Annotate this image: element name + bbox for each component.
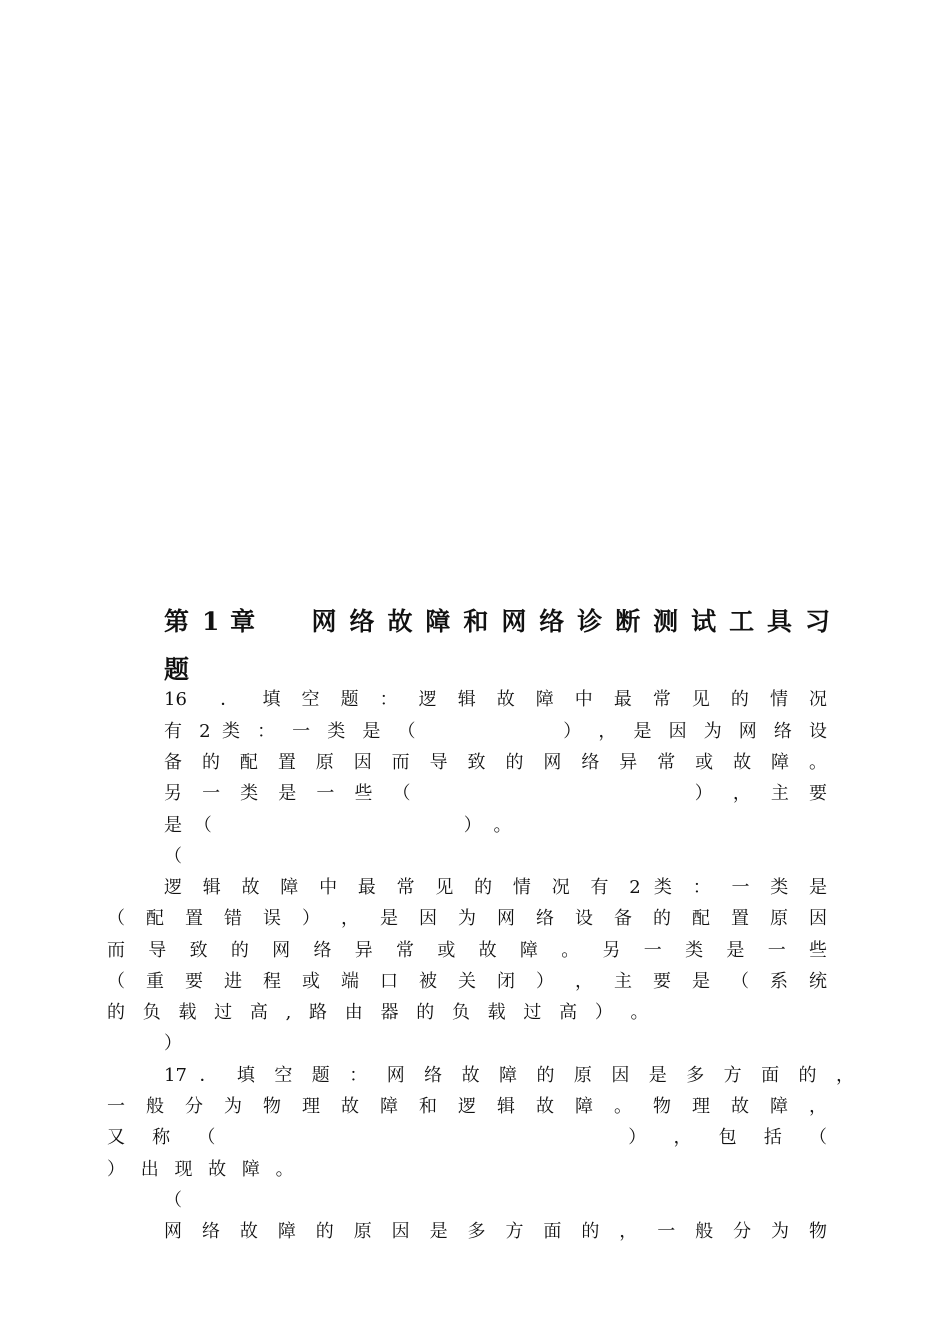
q17-line: 又 称 （ ） ， 包 括 （ (107, 1127, 827, 1148)
q17-answer-open: （ (164, 1190, 182, 1211)
q16-answer-line: （ 配 置 错 误 ） ， 是 因 为 网 络 设 备 的 配 置 原 因 (107, 908, 827, 929)
q16-line: 有 2 类 ： 一 类 是 （ ） ， 是 因 为 网 络 设 (164, 721, 827, 742)
q17-answer-line: 网 络 故 障 的 原 因 是 多 方 面 的 ， 一 般 分 为 物 (164, 1221, 827, 1242)
q16-answer-line: 而 导 致 的 网 络 异 常 或 故 障 。 另 一 类 是 一 些 (107, 940, 827, 961)
q16-line: 是 （ ） 。 (164, 815, 512, 836)
q17-line: ） 出 现 故 障 。 (107, 1159, 294, 1180)
q16-answer-line: 逻 辑 故 障 中 最 常 见 的 情 况 有 2 类 ： 一 类 是 (164, 877, 827, 898)
q16-answer-line: 的 负 载 过 高 , 路 由 器 的 负 载 过 高 ） 。 (107, 1002, 649, 1023)
q16-line: 备 的 配 置 原 因 而 导 致 的 网 络 异 常 或 故 障 。 (164, 752, 827, 773)
q16-answer-close: ） (164, 1033, 182, 1054)
q16-answer-open: （ (164, 846, 182, 867)
q16-answer-line: （ 重 要 进 程 或 端 口 被 关 闭 ） ， 主 要 是 （ 系 统 (107, 971, 827, 992)
q17-line: 一 般 分 为 物 理 故 障 和 逻 辑 故 障 。 物 理 故 障 ， (107, 1096, 827, 1117)
chapter-title-line1: 第 1 章 网 络 故 障 和 网 络 诊 断 测 试 工 具 习 (164, 607, 830, 636)
q17-line: 17 ． 填 空 题 ： 网 络 故 障 的 原 因 是 多 方 面 的 ， (164, 1065, 854, 1086)
chapter-title-line2: 题 (164, 655, 190, 684)
q16-line: 16 ． 填 空 题 ： 逻 辑 故 障 中 最 常 见 的 情 况 (164, 689, 827, 710)
q16-line: 另 一 类 是 一 些 （ ） ， 主 要 (164, 783, 827, 804)
